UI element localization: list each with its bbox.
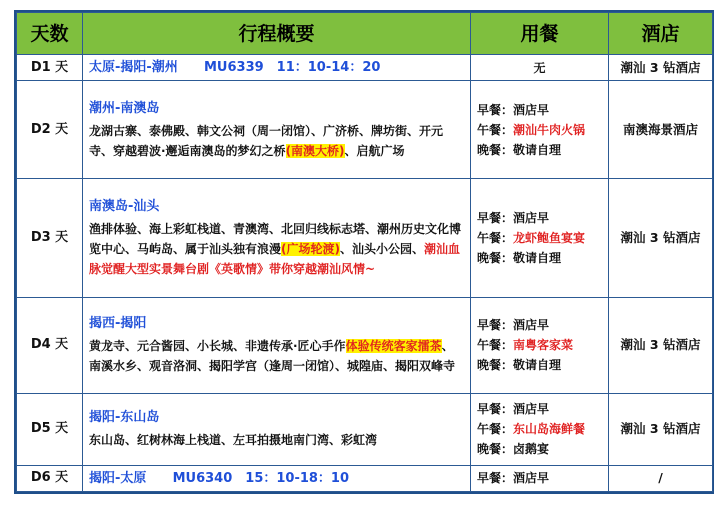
dinner-value: 敬请自理 xyxy=(513,142,562,157)
dinner-value: 卤鹅宴 xyxy=(513,442,550,457)
breakfast-value: 酒店早 xyxy=(513,402,550,417)
day-cell: D6 天 xyxy=(17,465,83,491)
header-hotel: 酒店 xyxy=(609,13,713,55)
meals-cell xyxy=(471,465,609,491)
breakfast-label: 早餐： xyxy=(477,471,514,486)
table-row xyxy=(17,55,713,81)
route-description xyxy=(89,121,464,161)
lunch-line xyxy=(477,120,602,140)
day-cell: D3 天 xyxy=(17,179,83,297)
description-text: 、汕头小公园、 xyxy=(340,241,425,256)
breakfast-line xyxy=(477,399,602,419)
meals-cell xyxy=(471,81,609,179)
summary-cell xyxy=(83,179,471,297)
breakfast-label: 早餐： xyxy=(477,402,514,417)
hotel-cell: 潮汕 3 钻酒店 xyxy=(609,55,713,81)
header-day: 天数 xyxy=(17,13,83,55)
lunch-value: 潮汕牛肉火锅 xyxy=(513,122,586,137)
dinner-value: 敬请自理 xyxy=(513,250,562,265)
breakfast-value: 酒店早 xyxy=(513,471,550,486)
lunch-label: 午餐： xyxy=(477,338,514,353)
route-title: 揭阳-东山岛 xyxy=(89,410,160,426)
description-text: 、南溪水乡、观音洛洞、揭阳学宫（逢周一闭馆）、城隍庙、揭阳双峰寺 xyxy=(89,339,456,374)
day-cell: D5 天 xyxy=(17,393,83,465)
lunch-value: 南粤客家菜 xyxy=(513,338,574,353)
day-cell: D1 天 xyxy=(17,55,83,81)
route-title: 揭阳-太原 xyxy=(89,470,147,486)
route-title: 揭西-揭阳 xyxy=(89,316,147,332)
summary-cell xyxy=(83,393,471,465)
lunch-line xyxy=(477,419,602,439)
summary-cell xyxy=(83,465,471,491)
lunch-label: 午餐： xyxy=(477,422,514,437)
header-meals: 用餐 xyxy=(471,13,609,55)
hotel-cell: 潮汕 3 钻酒店 xyxy=(609,297,713,393)
highlight-text: (南澳大桥) xyxy=(285,143,345,158)
dinner-line xyxy=(477,140,602,160)
day-cell: D2 天 xyxy=(17,81,83,179)
hotel-cell: / xyxy=(609,465,713,491)
description-text: 黄龙寺、元合酱园、小长城、非遗传承·匠心手作 xyxy=(89,339,346,354)
flight-info: MU6340 15：10-18：10 xyxy=(172,470,350,486)
meals-cell xyxy=(471,393,609,465)
hotel-cell: 南澳海景酒店 xyxy=(609,81,713,179)
description-text: 龙湖古寨、泰佛殿、韩文公祠（周一闭馆）、广济桥、牌坊街、开元寺、穿越碧波·邂逅南澳岛的梦幻之桥 xyxy=(89,123,444,158)
breakfast-label: 早餐： xyxy=(477,210,514,225)
route-title: 潮州-南澳岛 xyxy=(89,100,160,116)
breakfast-value: 酒店早 xyxy=(513,210,550,225)
table-row xyxy=(17,465,713,491)
hotel-cell: 潮汕 3 钻酒店 xyxy=(609,393,713,465)
route-description xyxy=(89,219,464,279)
breakfast-label: 早餐： xyxy=(477,102,514,117)
flight-info: MU6339 11：10-14：20 xyxy=(203,60,381,76)
breakfast-label: 早餐： xyxy=(477,318,514,333)
meals-cell: 无 xyxy=(471,55,609,81)
dinner-label: 晚餐： xyxy=(477,250,514,265)
table-row xyxy=(17,297,713,393)
show-text: 潮汕血脉觉醒大型实景舞台剧《英歌情》带你穿越潮汕风情~ xyxy=(89,241,461,276)
dinner-label: 晚餐： xyxy=(477,142,514,157)
table-row xyxy=(17,81,713,179)
summary-cell xyxy=(83,297,471,393)
itinerary-table xyxy=(16,12,713,492)
lunch-label: 午餐： xyxy=(477,230,514,245)
highlight-text: 体验传统客家擂茶 xyxy=(345,339,442,354)
breakfast-value: 酒店早 xyxy=(513,102,550,117)
route-description: 东山岛、红树林海上栈道、左耳拍摄地南门湾、彩虹湾 xyxy=(89,433,378,448)
breakfast-line xyxy=(477,208,602,228)
breakfast-value: 酒店早 xyxy=(513,318,550,333)
lunch-line xyxy=(477,228,602,248)
route-description xyxy=(89,336,464,376)
hotel-cell: 潮汕 3 钻酒店 xyxy=(609,179,713,297)
summary-cell xyxy=(83,81,471,179)
day-cell: D4 天 xyxy=(17,297,83,393)
route-title: 太原-揭阳-潮州 xyxy=(89,60,178,76)
header-row xyxy=(17,13,713,55)
description-text: 渔排体验、海上彩虹栈道、青澳湾、北回归线标志塔、潮州历史文化博览中心、马屿岛、属于汕头独有浪漫 xyxy=(89,221,462,256)
lunch-label: 午餐： xyxy=(477,122,514,137)
dinner-line xyxy=(477,439,602,459)
lunch-line xyxy=(477,335,602,355)
itinerary-table-container xyxy=(14,10,714,494)
dinner-line xyxy=(477,355,602,375)
header-summary: 行程概要 xyxy=(83,13,471,55)
breakfast-line xyxy=(477,315,602,335)
table-row xyxy=(17,393,713,465)
dinner-line xyxy=(477,248,602,268)
meals-cell xyxy=(471,297,609,393)
summary-cell xyxy=(83,55,471,81)
dinner-value: 敬请自理 xyxy=(513,358,562,373)
description-text: 、启航广场 xyxy=(344,143,405,158)
route-title: 南澳岛-汕头 xyxy=(89,198,160,214)
meals-cell xyxy=(471,179,609,297)
lunch-value: 龙虾鲍鱼宴宴 xyxy=(513,230,586,245)
dinner-label: 晚餐： xyxy=(477,442,514,457)
table-row xyxy=(17,179,713,297)
lunch-value: 东山岛海鲜餐 xyxy=(513,422,586,437)
highlight-text: (广场轮渡) xyxy=(281,241,340,256)
dinner-label: 晚餐： xyxy=(477,358,514,373)
breakfast-line xyxy=(477,100,602,120)
